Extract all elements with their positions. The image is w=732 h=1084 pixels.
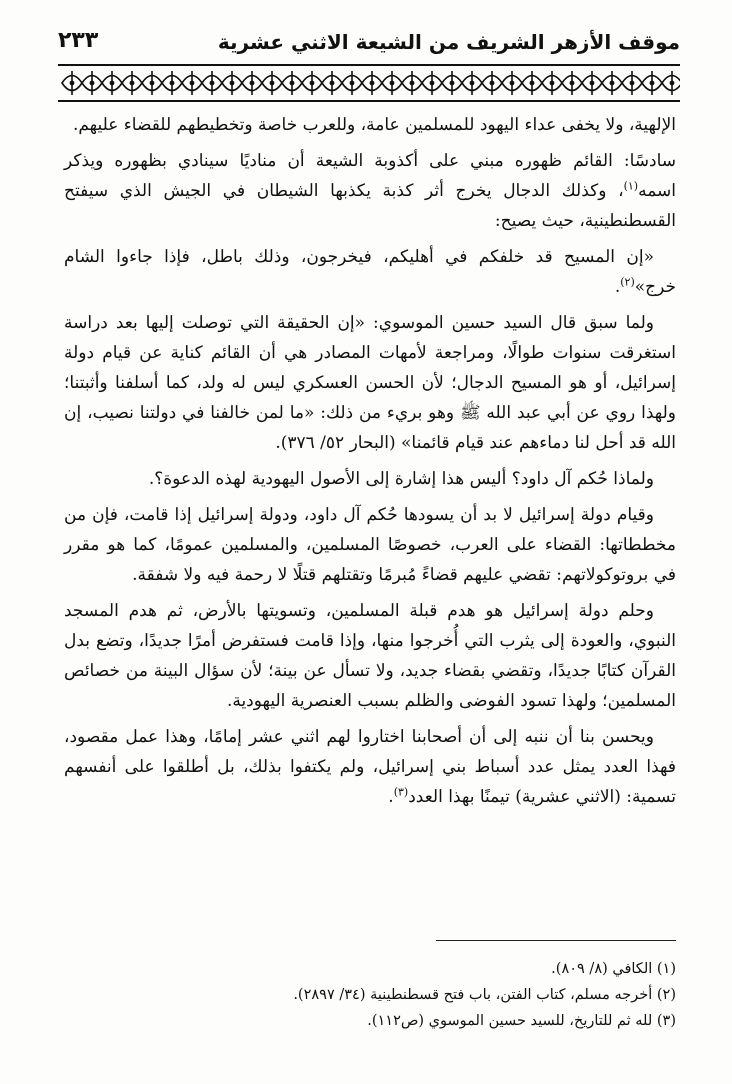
footnote: (١) الكافي (٨/ ٨٠٩). bbox=[551, 961, 676, 977]
paragraph: ويحسن بنا أن ننبه إلى أن أصحابنا اختاروا لهم اثني عشر إمامًا، وهذا عمل مقصود، فهذا العدد يمثل عدد أسباط بني إسرائيل، ولم يكتفوا بذلك، بل أطلقوا على أنفسهم تسمية: (الاثني عشرية) تيمنًا بهذا العدد$^{(٣)}$. bbox=[64, 727, 676, 807]
paragraph: ولما سبق قال السيد حسين الموسوي: «إن الحقيقة التي توصلت إليها بعد دراسة استغرقت سنوات طوالًا، ومراجعة لأمهات المصادر هي أن القائم كناية عن قيام دولة إسرائيل، أو هو المسيح الدجال؛ لأن الحسن العسكري ليس له ولد، كما أسلفنا وأثبتنا؛ ولهذا روي عن أبي عبد الله ﷺ وهو بريء من ذلك: «ما لمن خالفنا في دولتنا نصيب، إن الله قد أحل لنا دماءهم عند قيام قائمنا» (البحار ٥٢/ ٣٧٦). bbox=[64, 313, 676, 453]
footnote-ref[interactable]: (١) bbox=[623, 179, 639, 193]
paragraph: ولماذا حُكم آل داود؟ أليس هذا إشارة إلى الأصول اليهودية لهذه الدعوة؟. bbox=[148, 469, 654, 489]
footnote: (٣) لله ثم للتاريخ، للسيد حسين الموسوي (ص١١٢). bbox=[367, 1013, 676, 1029]
main-text bbox=[64, 110, 676, 818]
page-number: ٢٣٣ bbox=[58, 28, 99, 53]
paragraph: وقيام دولة إسرائيل لا بد أن يسودها حُكم آل داود، ودولة إسرائيل إذا قامت، فإن من مخططاتها: القضاء على العرب، خصوصًا المسلمين، والمسلمين عمومًا، كما هو مقرر في بروتوكولاتهم: تقضي عليهم قضاءً مُبرمًا وتقتلهم قتلًا لا رحمة فيه ولا شفقة. bbox=[64, 505, 676, 585]
footnote-separator bbox=[436, 940, 676, 941]
paragraph: سادسًا: القائم ظهوره مبني على أكذوبة الشيعة أن مناديًا سينادي بظهوره ويذكر اسمه$^{(١)}$، وكذلك الدجال يخرج أثر كذبة يكذبها الشيطان في الجيش الذي سيفتح القسطنطينية، حيث يصيح: bbox=[64, 151, 676, 231]
running-header bbox=[58, 26, 680, 60]
paragraph: «إن المسيح قد خلفكم في أهليكم، فيخرجون، وذلك باطل، فإذا جاءوا الشام خرج»$^{(٢)}$. bbox=[64, 247, 676, 297]
floral-arabesque-border-icon bbox=[58, 62, 680, 104]
footnote: (٢) أخرجه مسلم، كتاب الفتن، باب فتح قسطنطينية (٣٤/ ٢٨٩٧). bbox=[293, 987, 676, 1003]
footnote-ref[interactable]: (٢) bbox=[620, 275, 635, 289]
paragraph: وحلم دولة إسرائيل هو هدم قبلة المسلمين، وتسويتها بالأرض، ثم هدم المسجد النبوي، والعودة إلى يثرب التي أُخرجوا منها، وإذا قامت فستفرض أمرًا جديدًا، وتضع بدل القرآن كتابًا جديدًا، وتقضي بقضاء جديد، ولا تسأل عن بينة؛ لأن سؤال البينة من خصائص المسلمين؛ ولهذا تسود الفوضى والظلم بسبب العنصرية اليهودية. bbox=[64, 601, 676, 711]
footnotes bbox=[64, 956, 676, 1034]
running-title: موقف الأزهر الشريف من الشيعة الاثني عشرية bbox=[217, 30, 680, 54]
paragraph: الإلهية، ولا يخفى عداء اليهود للمسلمين عامة، وللعرب خاصة وتخطيطهم للقضاء عليهم. bbox=[72, 115, 676, 135]
footnote-ref[interactable]: (٣) bbox=[393, 785, 409, 799]
